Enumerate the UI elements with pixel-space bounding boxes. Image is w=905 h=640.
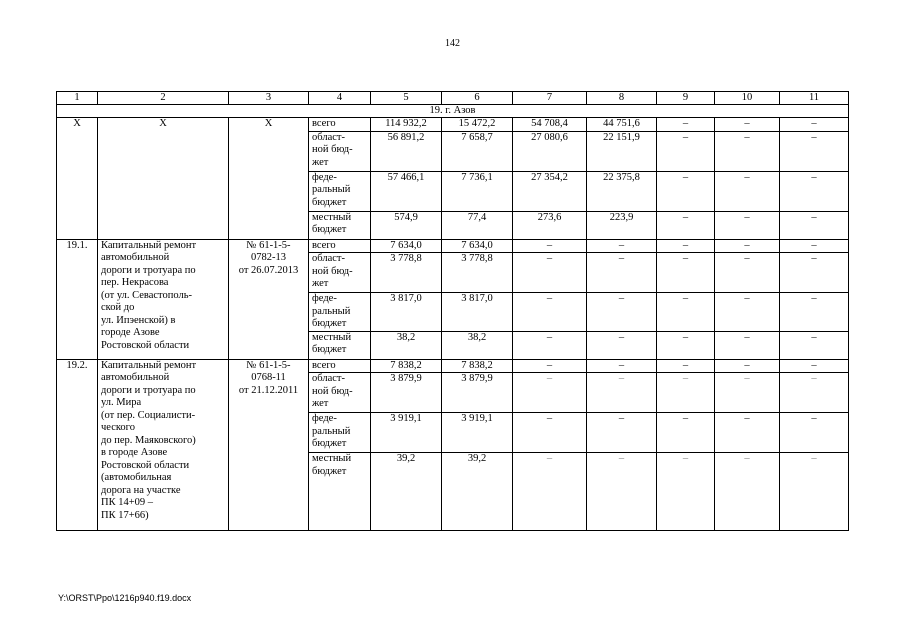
amount-cell: –: [657, 253, 715, 293]
amount-cell: –: [780, 331, 849, 359]
amount-cell: 39,2: [371, 453, 442, 531]
amount-cell: –: [715, 331, 780, 359]
amount-cell: –: [513, 239, 587, 253]
amount-cell: –: [715, 118, 780, 132]
amount-cell: –: [513, 331, 587, 359]
amount-cell: 27 354,2: [513, 171, 587, 211]
amount-cell: 77,4: [442, 211, 513, 239]
budget-table: [56, 91, 849, 531]
amount-cell: –: [780, 131, 849, 171]
amount-cell: 22 151,9: [587, 131, 657, 171]
item-number: 19.1.: [57, 239, 98, 359]
amount-cell: –: [715, 253, 780, 293]
amount-cell: 3 817,0: [442, 293, 513, 332]
amount-cell: 57 466,1: [371, 171, 442, 211]
amount-cell: –: [587, 331, 657, 359]
funding-source-label: област- ной бюд- жет: [309, 253, 371, 293]
funding-source-label: местный бюджет: [309, 453, 371, 531]
amount-cell: 273,6: [513, 211, 587, 239]
amount-cell: 223,9: [587, 211, 657, 239]
amount-cell: 22 375,8: [587, 171, 657, 211]
amount-cell: 38,2: [371, 331, 442, 359]
amount-cell: –: [657, 211, 715, 239]
amount-cell: –: [657, 331, 715, 359]
funding-source-label: феде- ральный бюджет: [309, 171, 371, 211]
amount-cell: 7 736,1: [442, 171, 513, 211]
amount-cell: –: [715, 211, 780, 239]
amount-cell: –: [513, 359, 587, 373]
amount-cell: 7 838,2: [442, 359, 513, 373]
amount-cell: –: [657, 118, 715, 132]
amount-cell: –: [780, 171, 849, 211]
amount-cell: –: [715, 239, 780, 253]
amount-cell: 7 634,0: [442, 239, 513, 253]
page-number: 142: [445, 38, 460, 49]
amount-cell: –: [657, 373, 715, 413]
funding-source-label: местный бюджет: [309, 331, 371, 359]
amount-cell: 3 919,1: [442, 413, 513, 453]
header-cell: 2: [98, 92, 229, 105]
amount-cell: 7 838,2: [371, 359, 442, 373]
amount-cell: 15 472,2: [442, 118, 513, 132]
funding-source-label: всего: [309, 359, 371, 373]
header-cell: 9: [657, 92, 715, 105]
amount-cell: –: [587, 293, 657, 332]
amount-cell: –: [780, 413, 849, 453]
table-row: [57, 118, 849, 132]
amount-cell: 39,2: [442, 453, 513, 531]
amount-cell: –: [513, 413, 587, 453]
amount-cell: –: [587, 413, 657, 453]
amount-cell: –: [715, 131, 780, 171]
amount-cell: –: [657, 293, 715, 332]
amount-cell: –: [780, 239, 849, 253]
document-reference: № 61-1-5- 0768-11 от 21.12.2011: [229, 359, 309, 531]
amount-cell: 3 778,8: [442, 253, 513, 293]
funding-source-label: всего: [309, 239, 371, 253]
amount-cell: –: [657, 359, 715, 373]
amount-cell: 3 778,8: [371, 253, 442, 293]
amount-cell: 3 817,0: [371, 293, 442, 332]
funding-source-label: феде- ральный бюджет: [309, 293, 371, 332]
amount-cell: –: [780, 118, 849, 132]
amount-cell: 3 919,1: [371, 413, 442, 453]
amount-cell: 38,2: [442, 331, 513, 359]
amount-cell: –: [513, 253, 587, 293]
funding-source-label: област- ной бюд- жет: [309, 373, 371, 413]
header-cell: 6: [442, 92, 513, 105]
amount-cell: 54 708,4: [513, 118, 587, 132]
amount-cell: 44 751,6: [587, 118, 657, 132]
amount-cell: –: [587, 453, 657, 531]
amount-cell: –: [657, 131, 715, 171]
funding-source-label: всего: [309, 118, 371, 132]
amount-cell: –: [715, 413, 780, 453]
amount-cell: –: [587, 373, 657, 413]
amount-cell: 3 879,9: [442, 373, 513, 413]
header-cell: 3: [229, 92, 309, 105]
object-name: Х: [98, 118, 229, 240]
amount-cell: –: [657, 453, 715, 531]
amount-cell: 114 932,2: [371, 118, 442, 132]
amount-cell: –: [780, 453, 849, 531]
amount-cell: –: [513, 293, 587, 332]
amount-cell: –: [587, 253, 657, 293]
amount-cell: –: [657, 239, 715, 253]
amount-cell: –: [715, 373, 780, 413]
header-cell: 4: [309, 92, 371, 105]
amount-cell: 3 879,9: [371, 373, 442, 413]
amount-cell: –: [715, 453, 780, 531]
amount-cell: 27 080,6: [513, 131, 587, 171]
amount-cell: –: [715, 171, 780, 211]
footer-file-path: Y:\ORST\Ppo\1216p940.f19.docx: [58, 593, 192, 603]
document-reference: Х: [229, 118, 309, 240]
object-name: Капитальный ремонт автомобильной дороги и тротуара по пер. Некрасова (от ул. Севастополь- ской до ул. Ипэенской) в городе Азове Ростовской области: [98, 239, 229, 359]
amount-cell: 7 634,0: [371, 239, 442, 253]
amount-cell: –: [780, 253, 849, 293]
header-cell: 1: [57, 92, 98, 105]
header-cell: 8: [587, 92, 657, 105]
amount-cell: –: [780, 373, 849, 413]
table-row: [57, 239, 849, 253]
amount-cell: 574,9: [371, 211, 442, 239]
header-cell: 5: [371, 92, 442, 105]
item-number: 19.2.: [57, 359, 98, 531]
amount-cell: 7 658,7: [442, 131, 513, 171]
section-row: [57, 105, 849, 118]
header-cell: 11: [780, 92, 849, 105]
amount-cell: –: [587, 359, 657, 373]
funding-source-label: област- ной бюд- жет: [309, 131, 371, 171]
amount-cell: –: [780, 211, 849, 239]
header-cell: 10: [715, 92, 780, 105]
amount-cell: –: [513, 453, 587, 531]
amount-cell: –: [513, 373, 587, 413]
funding-source-label: местный бюджет: [309, 211, 371, 239]
header-row: [57, 92, 849, 105]
section-title: 19. г. Азов: [57, 105, 849, 118]
amount-cell: 56 891,2: [371, 131, 442, 171]
object-name: Капитальный ремонт автомобильной дороги и тротуара по ул. Мира (от пер. Социалисти- ческого до пер. Маяковского) в городе Азове Ростовской области (автомобильная дорога на участке ПК 14+09 – ПК 17+66): [98, 359, 229, 531]
amount-cell: –: [780, 293, 849, 332]
header-cell: 7: [513, 92, 587, 105]
amount-cell: –: [715, 359, 780, 373]
amount-cell: –: [715, 293, 780, 332]
amount-cell: –: [657, 171, 715, 211]
funding-source-label: феде- ральный бюджет: [309, 413, 371, 453]
table-row: [57, 359, 849, 373]
amount-cell: –: [780, 359, 849, 373]
amount-cell: –: [657, 413, 715, 453]
document-reference: № 61-1-5- 0782-13 от 26.07.2013: [229, 239, 309, 359]
amount-cell: –: [587, 239, 657, 253]
item-number: Х: [57, 118, 98, 240]
